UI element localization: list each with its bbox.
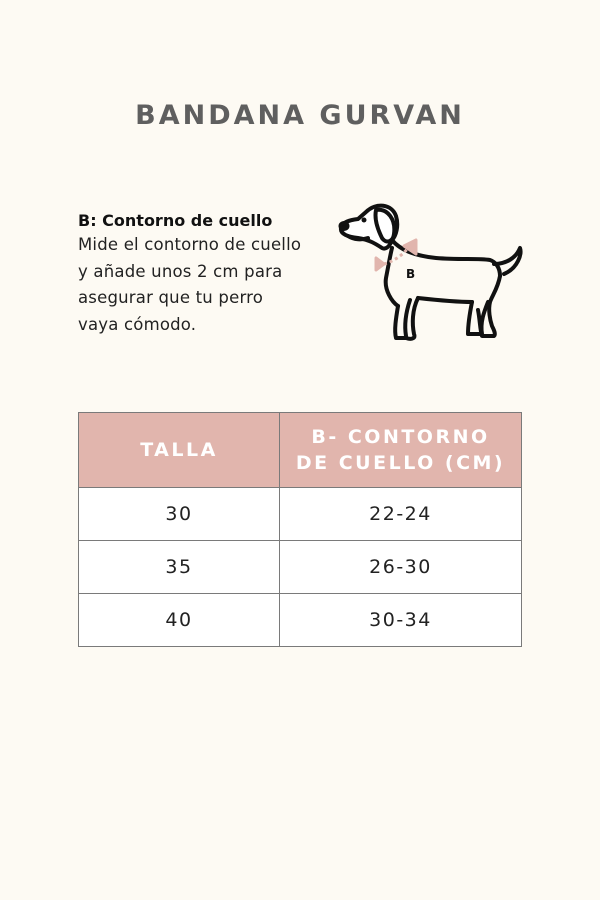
page-title: BANDANA GURVAN <box>135 100 465 131</box>
description-heading: B: Contorno de cuello <box>78 211 273 230</box>
cell-neck: 30-34 <box>280 594 522 647</box>
column-header-neck: B- CONTORNO DE CUELLO (CM) <box>280 413 522 488</box>
table-row <box>79 541 522 594</box>
table-header-row <box>79 413 522 488</box>
measurement-description <box>78 210 333 338</box>
cell-size: 40 <box>79 594 280 647</box>
description-line: y añade unos 2 cm para <box>78 261 283 281</box>
dog-icon <box>336 198 528 348</box>
cell-size: 30 <box>79 488 280 541</box>
description-body <box>78 232 333 338</box>
description-line: asegurar que tu perro <box>78 288 264 307</box>
size-table <box>78 412 522 647</box>
cell-neck: 26-30 <box>280 541 522 594</box>
table-row <box>79 594 522 647</box>
description-line: vaya cómodo. <box>78 314 197 334</box>
table-row <box>79 488 522 541</box>
cell-neck: 22-24 <box>280 488 522 541</box>
cell-size: 35 <box>79 541 280 594</box>
description-line: Mide el contorno de cuello <box>78 235 302 254</box>
column-header-size: TALLA <box>79 413 280 488</box>
marker-label: B <box>406 267 416 281</box>
